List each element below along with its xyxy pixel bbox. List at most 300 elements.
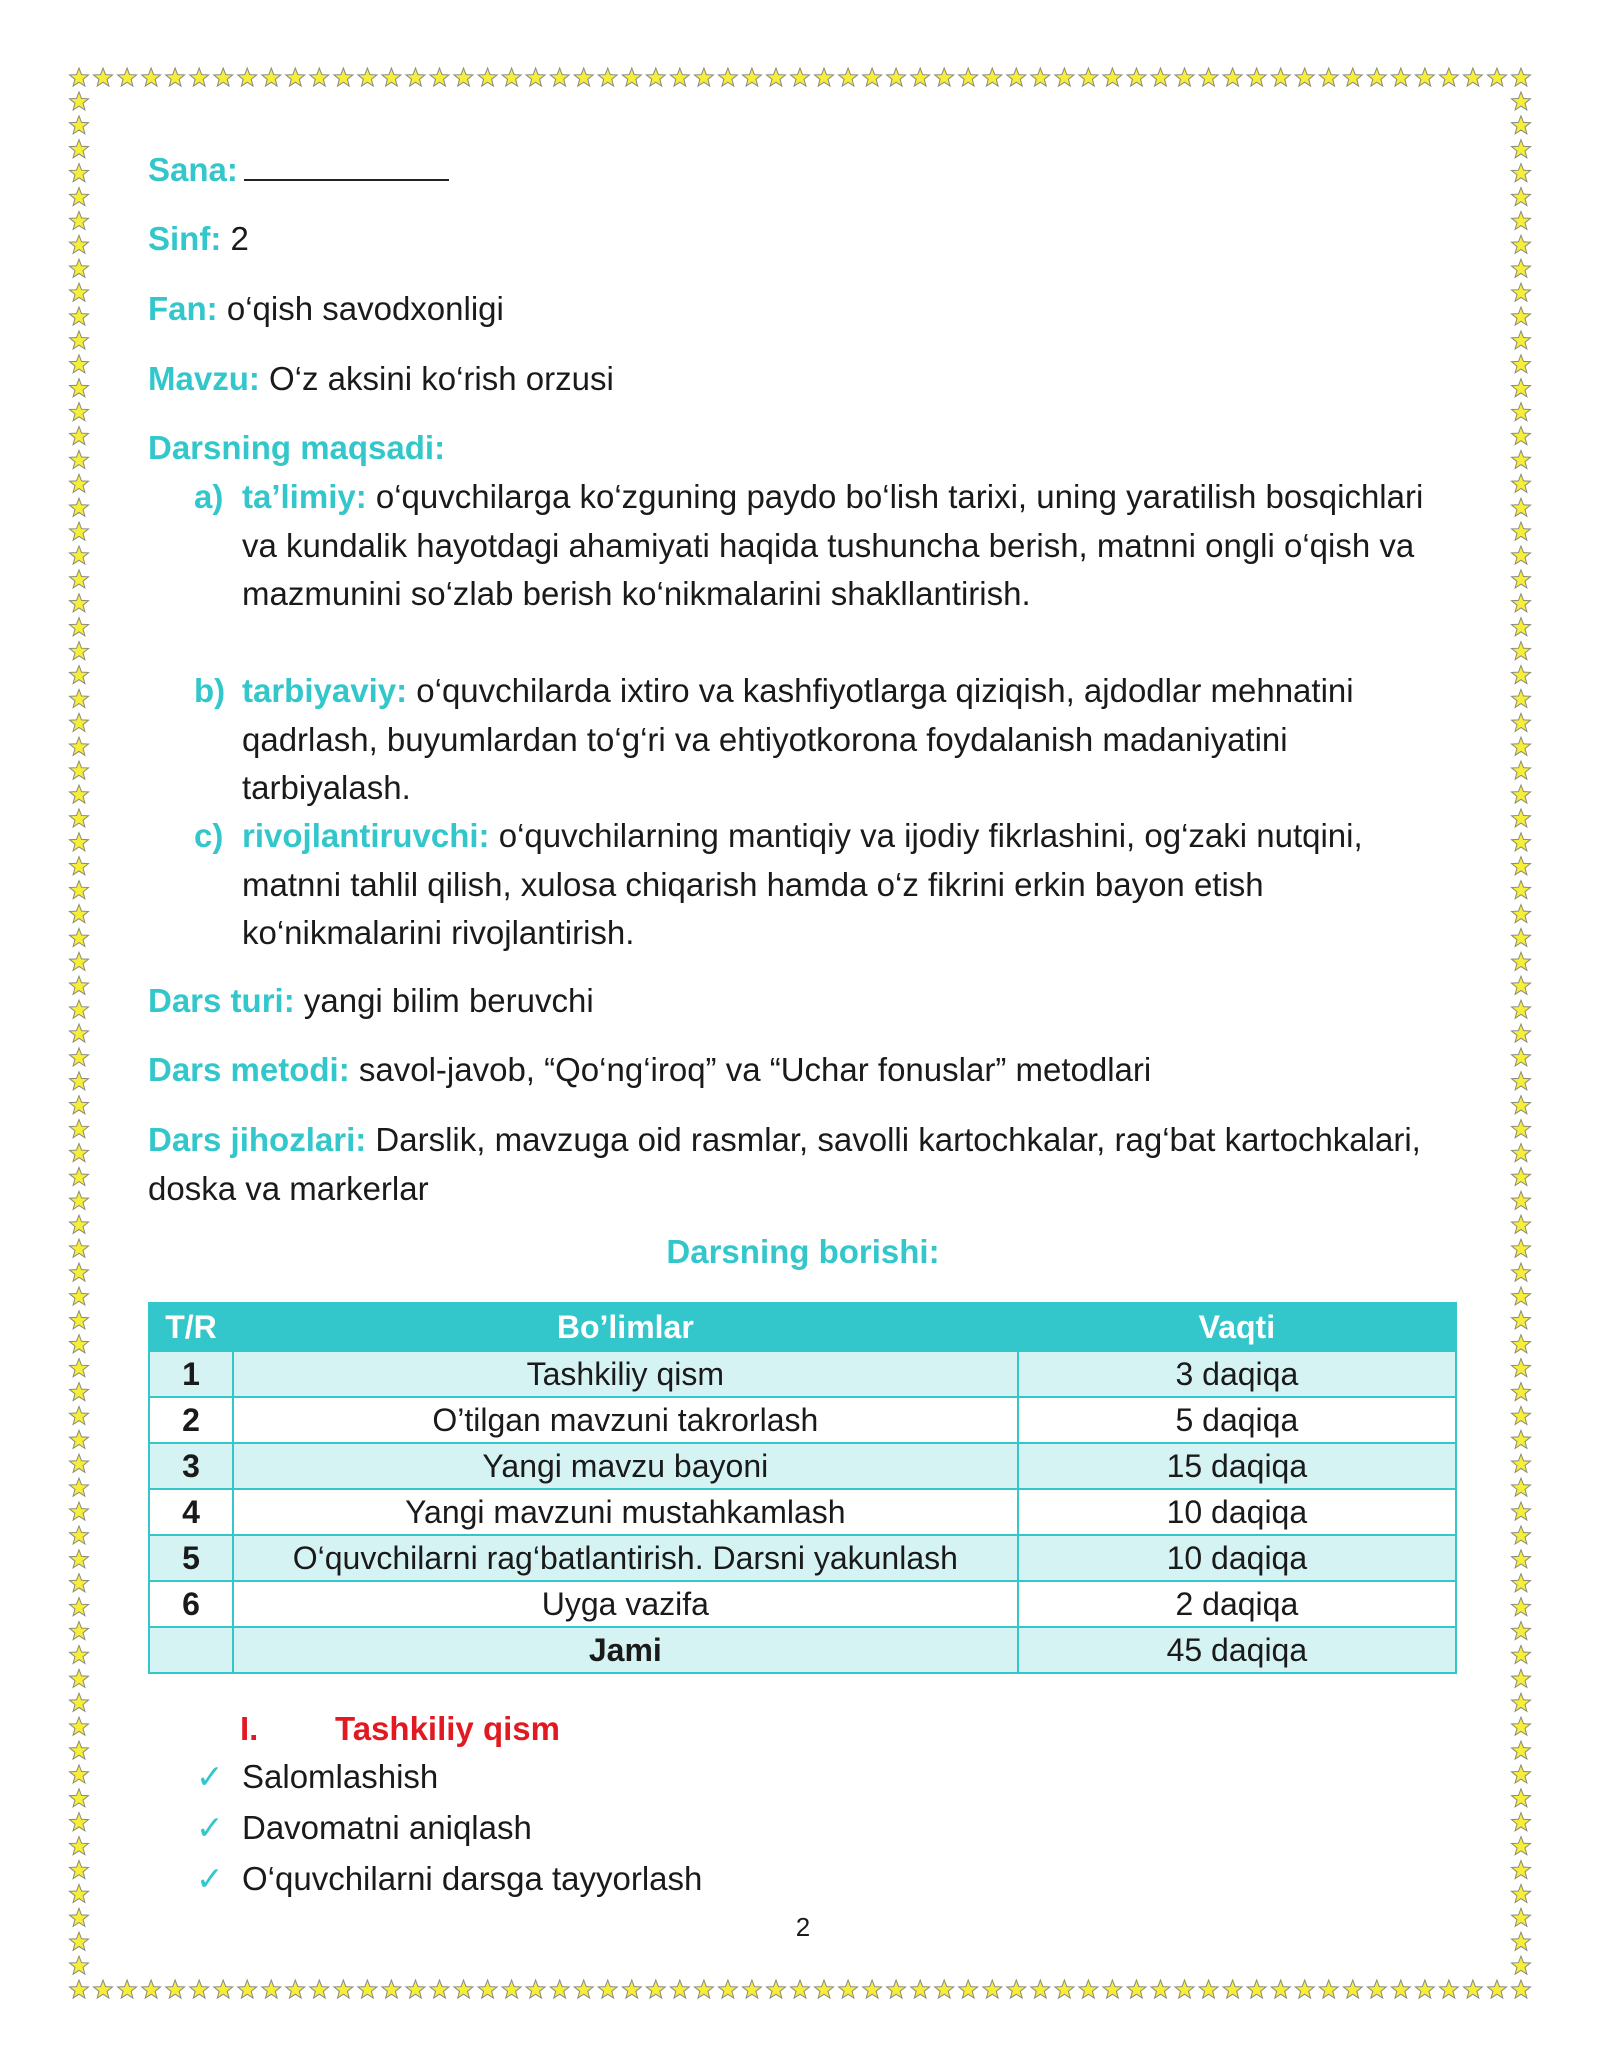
row-section: Tashkiliy qism bbox=[233, 1351, 1018, 1397]
table-row bbox=[149, 1535, 1456, 1581]
dars-jihozlari-line bbox=[148, 1116, 1438, 1213]
border-star-icon bbox=[1512, 1144, 1531, 1162]
border-star-icon bbox=[1512, 546, 1531, 564]
section-heading bbox=[240, 1710, 560, 1748]
border-star-icon bbox=[1512, 666, 1531, 684]
border-star-icon bbox=[70, 857, 89, 875]
border-star-icon bbox=[839, 68, 858, 86]
border-star-icon bbox=[1223, 68, 1242, 86]
border-star-icon bbox=[70, 1813, 89, 1831]
border-star-icon bbox=[70, 713, 89, 731]
border-star-icon bbox=[70, 1359, 89, 1377]
border-star-icon bbox=[574, 68, 593, 86]
row-number: 3 bbox=[149, 1443, 233, 1489]
border-star-icon bbox=[1512, 68, 1531, 86]
border-star-icon bbox=[622, 1980, 641, 1998]
border-star-icon bbox=[1151, 68, 1170, 86]
border-star-icon bbox=[70, 881, 89, 899]
checkmark-icon: ✓ bbox=[196, 1758, 224, 1795]
border-star-icon bbox=[1512, 259, 1531, 277]
border-star-icon bbox=[1247, 1980, 1266, 1998]
border-star-icon bbox=[70, 331, 89, 349]
total-time: 45 daqiqa bbox=[1018, 1627, 1456, 1673]
border-star-icon bbox=[887, 1980, 906, 1998]
border-star-icon bbox=[1055, 1980, 1074, 1998]
border-star-icon bbox=[694, 68, 713, 86]
checklist-item bbox=[196, 1855, 702, 1903]
dars-metodi-label: Dars metodi: bbox=[148, 1051, 350, 1088]
border-star-icon bbox=[887, 68, 906, 86]
border-star-icon bbox=[1512, 211, 1531, 229]
row-number: 6 bbox=[149, 1581, 233, 1627]
border-star-icon bbox=[1512, 618, 1531, 636]
border-star-icon bbox=[1151, 1980, 1170, 1998]
border-star-icon bbox=[1512, 1669, 1531, 1687]
border-star-icon bbox=[1512, 1622, 1531, 1640]
border-star-icon bbox=[1512, 1598, 1531, 1616]
border-star-icon bbox=[1512, 1717, 1531, 1735]
row-section: Yangi mavzu bayoni bbox=[233, 1443, 1018, 1489]
border-star-icon bbox=[1343, 1980, 1362, 1998]
border-star-icon bbox=[1512, 522, 1531, 540]
border-star-icon bbox=[70, 546, 89, 564]
border-star-icon bbox=[1512, 1645, 1531, 1663]
border-star-icon bbox=[70, 1167, 89, 1185]
border-star-icon bbox=[1103, 1980, 1122, 1998]
border-star-icon bbox=[382, 1980, 401, 1998]
border-star-icon bbox=[70, 403, 89, 421]
border-star-icon bbox=[70, 809, 89, 827]
fan-line bbox=[148, 285, 504, 333]
border-star-icon bbox=[1079, 68, 1098, 86]
checkmark-icon: ✓ bbox=[196, 1809, 224, 1846]
border-star-icon bbox=[718, 1980, 737, 1998]
sinf-label: Sinf: bbox=[148, 220, 222, 257]
border-star-icon bbox=[863, 1980, 882, 1998]
row-time: 3 daqiqa bbox=[1018, 1351, 1456, 1397]
border-star-icon bbox=[70, 1932, 89, 1950]
border-star-icon bbox=[70, 211, 89, 229]
border-star-icon bbox=[1512, 1837, 1531, 1855]
border-star-icon bbox=[1512, 1693, 1531, 1711]
border-star-icon bbox=[70, 1550, 89, 1568]
border-star-icon bbox=[1512, 785, 1531, 803]
border-star-icon bbox=[70, 1239, 89, 1257]
border-star-icon bbox=[815, 68, 834, 86]
row-number: 1 bbox=[149, 1351, 233, 1397]
border-star-icon bbox=[983, 68, 1002, 86]
border-star-icon bbox=[70, 1884, 89, 1902]
border-star-icon bbox=[670, 68, 689, 86]
row-section: O‘quvchilarni rag‘batlantirish. Darsni yakunlash bbox=[233, 1535, 1018, 1581]
border-star-icon bbox=[70, 188, 89, 206]
border-star-icon bbox=[70, 1861, 89, 1879]
dars-jihozlari-value: Darslik, mavzuga oid rasmlar, savolli kartochkalar, rag‘bat kartochkalari, doska va markerlar bbox=[148, 1121, 1421, 1207]
border-star-icon bbox=[1271, 68, 1290, 86]
border-star-icon bbox=[70, 689, 89, 707]
border-star-icon bbox=[70, 1120, 89, 1138]
border-star-icon bbox=[1512, 976, 1531, 994]
border-star-icon bbox=[1512, 1741, 1531, 1759]
table-total-row bbox=[149, 1627, 1456, 1673]
border-star-icon bbox=[1512, 1191, 1531, 1209]
border-star-icon bbox=[70, 737, 89, 755]
border-star-icon bbox=[70, 92, 89, 110]
border-star-icon bbox=[1512, 689, 1531, 707]
border-star-icon bbox=[1512, 307, 1531, 325]
border-star-icon bbox=[1512, 1526, 1531, 1544]
border-star-icon bbox=[70, 666, 89, 684]
border-star-icon bbox=[70, 307, 89, 325]
border-star-icon bbox=[358, 68, 377, 86]
border-star-icon bbox=[1415, 1980, 1434, 1998]
border-star-icon bbox=[791, 1980, 810, 1998]
border-star-icon bbox=[262, 1980, 281, 1998]
border-star-icon bbox=[1439, 68, 1458, 86]
border-star-icon bbox=[1127, 1980, 1146, 1998]
border-star-icon bbox=[1512, 881, 1531, 899]
border-star-icon bbox=[1391, 1980, 1410, 1998]
border-star-icon bbox=[911, 1980, 930, 1998]
border-star-icon bbox=[1512, 1956, 1531, 1974]
border-star-icon bbox=[1512, 355, 1531, 373]
border-star-icon bbox=[70, 1741, 89, 1759]
border-star-icon bbox=[430, 1980, 449, 1998]
border-star-icon bbox=[358, 1980, 377, 1998]
border-star-icon bbox=[1512, 1980, 1531, 1998]
border-star-icon bbox=[1512, 1884, 1531, 1902]
border-star-icon bbox=[598, 68, 617, 86]
total-empty-cell bbox=[149, 1627, 233, 1673]
goal-text: o‘quvchilarga ko‘zguning paydo bo‘lish tarixi, uning yaratilish bosqichlari va kundalik hayotdagi ahamiyati haqida tushuncha berish, matnni ongli o‘qish va mazmunini so‘zlab berish ko‘nikmalarini shakllantirish. bbox=[242, 478, 1424, 612]
border-star-icon bbox=[646, 1980, 665, 1998]
sana-line bbox=[148, 146, 449, 194]
border-star-icon bbox=[1512, 474, 1531, 492]
border-star-icon bbox=[1512, 1335, 1531, 1353]
border-star-icon bbox=[718, 68, 737, 86]
border-star-icon bbox=[1103, 68, 1122, 86]
border-star-icon bbox=[70, 68, 89, 86]
border-star-icon bbox=[1512, 928, 1531, 946]
row-section: O’tilgan mavzuni takrorlash bbox=[233, 1397, 1018, 1443]
border-star-icon bbox=[70, 642, 89, 660]
border-star-icon bbox=[70, 1311, 89, 1329]
border-star-icon bbox=[70, 1956, 89, 1974]
border-star-icon bbox=[1512, 1454, 1531, 1472]
border-star-icon bbox=[1512, 1932, 1531, 1950]
border-star-icon bbox=[214, 68, 233, 86]
border-star-icon bbox=[1512, 713, 1531, 731]
border-star-icon bbox=[502, 68, 521, 86]
border-star-icon bbox=[1512, 809, 1531, 827]
border-star-icon bbox=[1295, 1980, 1314, 1998]
border-star-icon bbox=[1512, 1550, 1531, 1568]
border-star-icon bbox=[1512, 164, 1531, 182]
border-star-icon bbox=[742, 1980, 761, 1998]
border-star-icon bbox=[286, 68, 305, 86]
border-star-icon bbox=[94, 68, 113, 86]
border-star-icon bbox=[70, 976, 89, 994]
row-time: 5 daqiqa bbox=[1018, 1397, 1456, 1443]
border-star-icon bbox=[1319, 1980, 1338, 1998]
sinf-value: 2 bbox=[230, 220, 249, 257]
border-star-icon bbox=[382, 68, 401, 86]
goal-marker: c) bbox=[194, 817, 224, 854]
border-star-icon bbox=[526, 1980, 545, 1998]
sana-label: Sana: bbox=[148, 151, 238, 188]
checklist-text: Davomatni aniqlash bbox=[242, 1809, 532, 1846]
border-star-icon bbox=[1127, 68, 1146, 86]
border-star-icon bbox=[1512, 642, 1531, 660]
border-star-icon bbox=[70, 1693, 89, 1711]
border-star-icon bbox=[550, 68, 569, 86]
border-star-icon bbox=[694, 1980, 713, 1998]
border-star-icon bbox=[1512, 379, 1531, 397]
border-star-icon bbox=[1512, 833, 1531, 851]
border-star-icon bbox=[70, 283, 89, 301]
border-star-icon bbox=[118, 68, 137, 86]
border-star-icon bbox=[70, 1645, 89, 1663]
border-star-icon bbox=[1512, 1215, 1531, 1233]
border-star-icon bbox=[70, 570, 89, 588]
border-star-icon bbox=[70, 905, 89, 923]
dars-turi-value: yangi bilim beruvchi bbox=[303, 982, 594, 1019]
table-row bbox=[149, 1489, 1456, 1535]
border-star-icon bbox=[502, 1980, 521, 1998]
border-star-icon bbox=[1199, 1980, 1218, 1998]
row-time: 10 daqiqa bbox=[1018, 1489, 1456, 1535]
border-star-icon bbox=[959, 68, 978, 86]
border-star-icon bbox=[791, 68, 810, 86]
border-star-icon bbox=[70, 1048, 89, 1066]
border-star-icon bbox=[1512, 1239, 1531, 1257]
border-star-icon bbox=[70, 785, 89, 803]
border-star-icon bbox=[70, 1144, 89, 1162]
border-star-icon bbox=[70, 952, 89, 970]
border-star-icon bbox=[70, 1383, 89, 1401]
border-star-icon bbox=[742, 68, 761, 86]
border-star-icon bbox=[1512, 1167, 1531, 1185]
border-star-icon bbox=[983, 1980, 1002, 1998]
row-number: 2 bbox=[149, 1397, 233, 1443]
border-star-icon bbox=[334, 68, 353, 86]
border-star-icon bbox=[1512, 92, 1531, 110]
border-star-icon bbox=[70, 928, 89, 946]
border-star-icon bbox=[430, 68, 449, 86]
border-star-icon bbox=[1007, 1980, 1026, 1998]
table-header-row bbox=[149, 1303, 1456, 1351]
border-star-icon bbox=[70, 1908, 89, 1926]
border-star-icon bbox=[70, 1837, 89, 1855]
checklist-text: Salomlashish bbox=[242, 1758, 439, 1795]
mavzu-line bbox=[148, 355, 614, 403]
lesson-plan-table bbox=[148, 1302, 1457, 1674]
border-star-icon bbox=[1512, 1048, 1531, 1066]
border-star-icon bbox=[1512, 1311, 1531, 1329]
border-star-icon bbox=[959, 1980, 978, 1998]
border-star-icon bbox=[1512, 1096, 1531, 1114]
border-star-icon bbox=[334, 1980, 353, 1998]
border-star-icon bbox=[262, 68, 281, 86]
border-star-icon bbox=[142, 68, 161, 86]
border-star-icon bbox=[70, 1072, 89, 1090]
fan-label: Fan: bbox=[148, 290, 218, 327]
border-star-icon bbox=[1295, 68, 1314, 86]
border-star-icon bbox=[911, 68, 930, 86]
border-star-icon bbox=[1007, 68, 1026, 86]
border-star-icon bbox=[1512, 1383, 1531, 1401]
border-star-icon bbox=[1175, 68, 1194, 86]
border-star-icon bbox=[1488, 1980, 1507, 1998]
border-star-icon bbox=[1512, 1000, 1531, 1018]
border-star-icon bbox=[574, 1980, 593, 1998]
border-star-icon bbox=[1512, 331, 1531, 349]
border-star-icon bbox=[1512, 1287, 1531, 1305]
border-star-icon bbox=[70, 1263, 89, 1281]
border-star-icon bbox=[406, 1980, 425, 1998]
border-star-icon bbox=[1512, 235, 1531, 253]
border-star-icon bbox=[1512, 737, 1531, 755]
border-star-icon bbox=[70, 1454, 89, 1472]
border-star-icon bbox=[1031, 68, 1050, 86]
border-star-icon bbox=[1512, 1430, 1531, 1448]
border-star-icon bbox=[1512, 1813, 1531, 1831]
goal-text: o‘quvchilarning mantiqiy va ijodiy fikrlashini, og‘zaki nutqini, matnni tahlil qilish, xulosa chiqarish hamda o‘z fikrini erkin bayon etish ko‘nikmalarini rivojlantirish. bbox=[242, 817, 1363, 951]
border-star-icon bbox=[70, 379, 89, 397]
goal-marker: a) bbox=[194, 478, 224, 515]
border-star-icon bbox=[94, 1980, 113, 1998]
border-star-icon bbox=[190, 1980, 209, 1998]
header-sections: Bo’limlar bbox=[233, 1303, 1018, 1351]
border-star-icon bbox=[1055, 68, 1074, 86]
border-star-icon bbox=[1415, 68, 1434, 86]
border-star-icon bbox=[1512, 1359, 1531, 1377]
border-star-icon bbox=[70, 761, 89, 779]
border-star-icon bbox=[767, 1980, 786, 1998]
border-star-icon bbox=[1512, 1908, 1531, 1926]
border-star-icon bbox=[1031, 1980, 1050, 1998]
border-star-icon bbox=[478, 1980, 497, 1998]
border-star-icon bbox=[1247, 68, 1266, 86]
border-star-icon bbox=[70, 1000, 89, 1018]
border-star-icon bbox=[70, 1215, 89, 1233]
border-star-icon bbox=[1488, 68, 1507, 86]
border-star-icon bbox=[1512, 952, 1531, 970]
row-section: Yangi mavzuni mustahkamlash bbox=[233, 1489, 1018, 1535]
border-star-icon bbox=[406, 68, 425, 86]
border-star-icon bbox=[1512, 427, 1531, 445]
border-star-icon bbox=[70, 1598, 89, 1616]
mavzu-label: Mavzu: bbox=[148, 360, 260, 397]
goal-label: rivojlantiruvchi: bbox=[242, 817, 490, 854]
dars-turi-label: Dars turi: bbox=[148, 982, 295, 1019]
border-star-icon bbox=[166, 68, 185, 86]
border-star-icon bbox=[454, 1980, 473, 1998]
border-star-icon bbox=[1319, 68, 1338, 86]
border-star-icon bbox=[70, 1526, 89, 1544]
border-star-icon bbox=[70, 594, 89, 612]
border-star-icon bbox=[190, 68, 209, 86]
row-number: 5 bbox=[149, 1535, 233, 1581]
border-star-icon bbox=[1512, 857, 1531, 875]
border-star-icon bbox=[1079, 1980, 1098, 1998]
border-star-icon bbox=[70, 235, 89, 253]
border-star-icon bbox=[1367, 1980, 1386, 1998]
page-number: 2 bbox=[795, 1912, 811, 1942]
border-star-icon bbox=[70, 1191, 89, 1209]
border-star-icon bbox=[70, 1980, 89, 1998]
border-star-icon bbox=[286, 1980, 305, 1998]
border-star-icon bbox=[863, 68, 882, 86]
border-star-icon bbox=[454, 68, 473, 86]
border-star-icon bbox=[935, 68, 954, 86]
goal-text: o‘quvchilarda ixtiro va kashfiyotlarga qiziqish, ajdodlar mehnatini qadrlash, buyumlardan to‘g‘ri va ehtiyotkorona foydalanish madaniyatini tarbiyalash. bbox=[242, 672, 1354, 806]
border-star-icon bbox=[622, 68, 641, 86]
border-star-icon bbox=[118, 1980, 137, 1998]
mavzu-value: O‘z aksini ko‘rish orzusi bbox=[269, 360, 614, 397]
row-time: 2 daqiqa bbox=[1018, 1581, 1456, 1627]
header-tr: T/R bbox=[149, 1303, 233, 1351]
border-star-icon bbox=[1512, 498, 1531, 516]
border-star-icon bbox=[70, 1430, 89, 1448]
border-star-icon bbox=[598, 1980, 617, 1998]
border-star-icon bbox=[70, 1574, 89, 1592]
border-star-icon bbox=[70, 140, 89, 158]
table-row bbox=[149, 1351, 1456, 1397]
goal-label: ta’limiy: bbox=[242, 478, 367, 515]
border-star-icon bbox=[1175, 1980, 1194, 1998]
border-star-icon bbox=[70, 427, 89, 445]
border-star-icon bbox=[70, 1789, 89, 1807]
border-star-icon bbox=[70, 164, 89, 182]
border-star-icon bbox=[1512, 1765, 1531, 1783]
border-star-icon bbox=[1463, 1980, 1482, 1998]
border-star-icon bbox=[1439, 1980, 1458, 1998]
border-star-icon bbox=[1512, 1263, 1531, 1281]
border-star-icon bbox=[935, 1980, 954, 1998]
border-star-icon bbox=[1512, 905, 1531, 923]
border-star-icon bbox=[70, 116, 89, 134]
table-row bbox=[149, 1581, 1456, 1627]
row-time: 10 daqiqa bbox=[1018, 1535, 1456, 1581]
border-star-icon bbox=[839, 1980, 858, 1998]
border-star-icon bbox=[70, 1287, 89, 1305]
border-star-icon bbox=[1512, 761, 1531, 779]
border-star-icon bbox=[1512, 1789, 1531, 1807]
table-row bbox=[149, 1397, 1456, 1443]
border-star-icon bbox=[70, 1024, 89, 1042]
goal-item bbox=[194, 667, 1456, 813]
checklist-text: O‘quvchilarni darsga tayyorlash bbox=[242, 1860, 703, 1897]
goals-title: Darsning maqsadi: bbox=[148, 429, 446, 466]
border-star-icon bbox=[1512, 1478, 1531, 1496]
border-star-icon bbox=[1512, 570, 1531, 588]
border-star-icon bbox=[526, 68, 545, 86]
border-star-icon bbox=[238, 1980, 257, 1998]
border-star-icon bbox=[142, 1980, 161, 1998]
row-time: 15 daqiqa bbox=[1018, 1443, 1456, 1489]
border-star-icon bbox=[1512, 140, 1531, 158]
border-star-icon bbox=[70, 450, 89, 468]
plan-title: Darsning borishi: bbox=[666, 1233, 940, 1270]
border-star-icon bbox=[70, 1502, 89, 1520]
border-star-icon bbox=[214, 1980, 233, 1998]
border-star-icon bbox=[478, 68, 497, 86]
border-star-icon bbox=[1512, 283, 1531, 301]
border-star-icon bbox=[70, 1622, 89, 1640]
border-star-icon bbox=[70, 833, 89, 851]
border-star-icon bbox=[238, 68, 257, 86]
